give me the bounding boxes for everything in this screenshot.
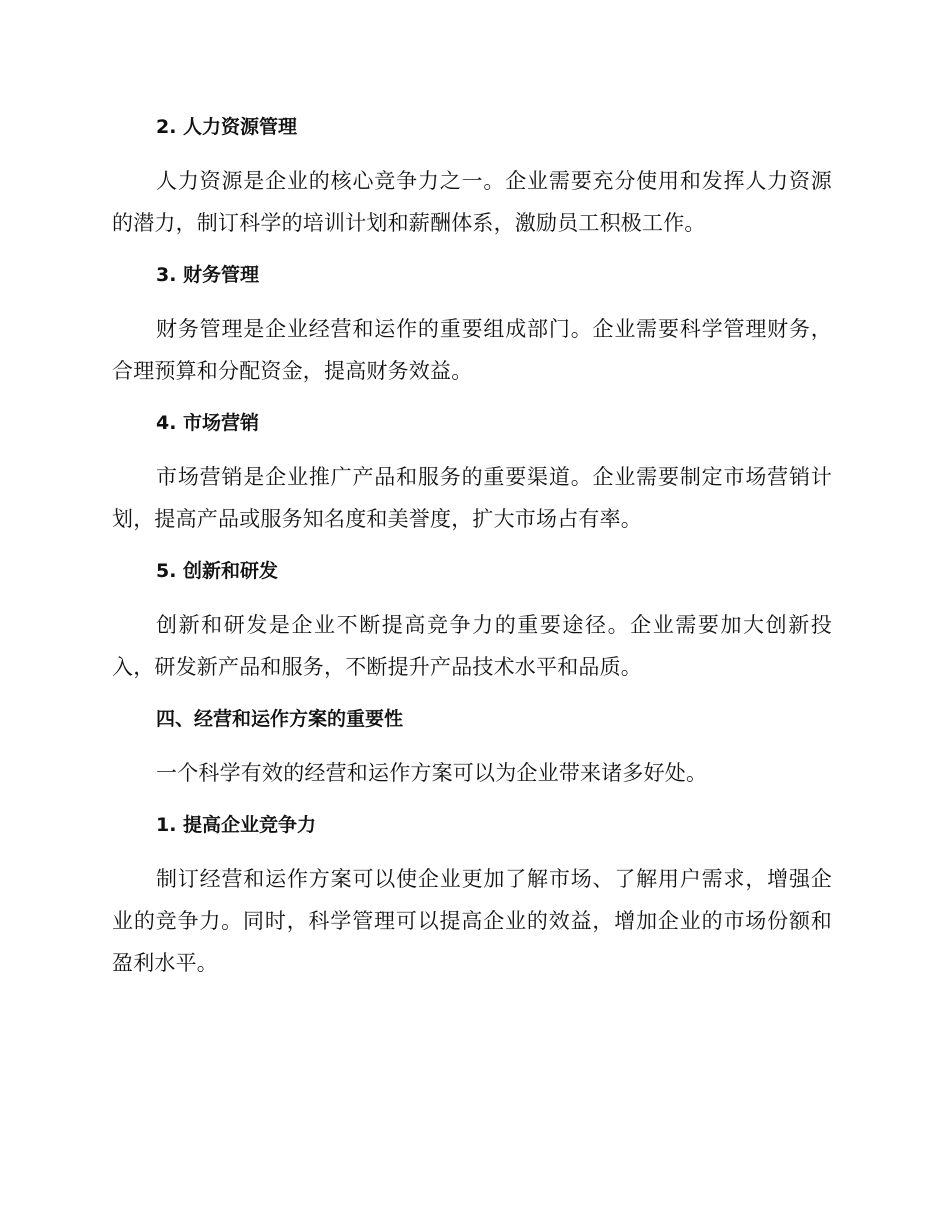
section-paragraph-importance: 一个科学有效的经营和运作方案可以为企业带来诸多好处。: [156, 761, 708, 785]
section-heading-hr: 2. 人力资源管理: [156, 116, 298, 138]
document-page: [112, 108, 832, 996]
section-heading-competitiveness: 1. 提高企业竞争力: [156, 814, 317, 836]
section-heading-importance: 四、经营和运作方案的重要性: [156, 708, 404, 730]
section-heading-finance: 3. 财务管理: [156, 264, 260, 286]
section-heading-innovation: 5. 创新和研发: [156, 560, 279, 582]
section-heading-marketing: 4. 市场营销: [156, 412, 260, 434]
section-paragraph-marketing: 市场营销是企业推广产品和服务的重要渠道。企业需要制定市场营销计划，提高产品或服务知名度和美誉度，扩大市场占有率。: [112, 465, 832, 531]
section-paragraph-hr: 人力资源是企业的核心竞争力之一。企业需要充分使用和发挥人力资源的潜力，制订科学的培训计划和薪酬体系，激励员工积极工作。: [112, 169, 832, 235]
section-paragraph-innovation: 创新和研发是企业不断提高竞争力的重要途径。企业需要加大创新投入，研发新产品和服务，不断提升产品技术水平和品质。: [112, 613, 832, 679]
section-paragraph-finance: 财务管理是企业经营和运作的重要组成部门。企业需要科学管理财务，合理预算和分配资金，提高财务效益。: [112, 317, 832, 383]
section-paragraph-competitiveness: 制订经营和运作方案可以使企业更加了解市场、了解用户需求，增强企业的竞争力。同时，科学管理可以提高企业的效益，增加企业的市场份额和盈利水平。: [112, 867, 832, 975]
